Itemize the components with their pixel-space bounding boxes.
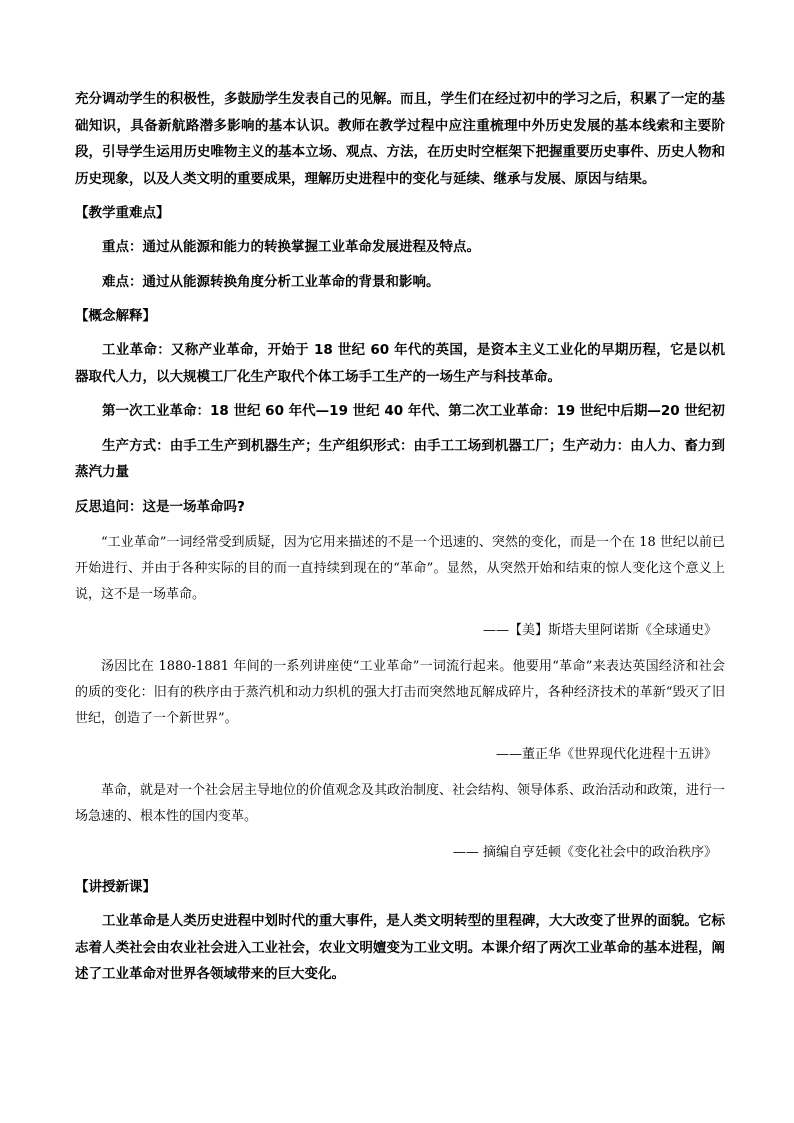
spacer xyxy=(75,520,725,530)
spacer xyxy=(75,295,725,303)
spacer xyxy=(75,425,725,433)
spacer xyxy=(75,866,725,874)
quote-text: “工业革命”一词经常受到质疑，因为它用来描述的不是一个迅速的、突然的变化，而是一个在 18 世纪以前已开始进行、并由于各种实际的目的而一直持续到现在的“革命”。显然，从突然开始和结束的惊人变化这个意义上说，这不是一场革命。 xyxy=(75,535,725,602)
spacer xyxy=(75,732,725,742)
quote-source: ——【美】斯塔夫里阿诺斯《全球通史》 xyxy=(482,623,717,638)
spacer xyxy=(75,900,725,908)
spacer xyxy=(75,192,725,200)
quote-source: —— 摘编自亨廷顿《变化社会中的政治秩序》 xyxy=(452,845,717,860)
spacer xyxy=(75,390,725,398)
intro-paragraph: 充分调动学生的积极性，多鼓励学生发表自己的见解。而且，学生们在经过初中的学习之后，积累了一定的基础知识，具备新航路潜多影响的基本认识。教师在教学过程中应注重梳理中外历史发展的基本线索和主要阶段，引导学生运用历史唯物主义的基本立场、观点、方法，在历史时空框架下把握重要历史事件、历史人物和历史现象，以及人类文明的重要成果，理解历史进程中的变化与延续、继承与发展、原因与结果。 xyxy=(75,91,725,187)
concepts-heading: 【概念解释】 xyxy=(75,308,156,324)
quote-text: 汤因比在 1880-1881 年间的一系列讲座使“工业革命”一词流行起来。他要用“革命”来表达英国经济和社会的质的变化：旧有的秩序由于蒸汽机和动力织机的强大打击而突然地瓦解成碎片，各种经济技术的革新“毁灭了旧世纪，创造了一个新世界”。 xyxy=(75,659,725,726)
difficulty-point: 难点：通过从能源转换角度分析工业革命的背景和影响。 xyxy=(102,273,440,290)
spacer xyxy=(75,261,725,269)
spacer xyxy=(75,830,725,840)
spacer xyxy=(75,644,725,654)
spacer xyxy=(75,329,725,337)
focus-point: 重点：通过从能源和能力的转换掌握工业革命发展进程及特点。 xyxy=(102,239,480,255)
spacer xyxy=(75,486,725,494)
quote-source: ——董正华《世界现代化进程十五讲》 xyxy=(495,747,717,762)
spacer xyxy=(75,608,725,618)
document-page xyxy=(75,86,725,988)
key-points-heading: 【教学重难点】 xyxy=(75,205,170,221)
revolution-periods: 第一次工业革命：18 世纪 60 年代—19 世纪 40 年代、第二次工业革命：19 世纪中后期—20 世纪初 xyxy=(102,403,725,419)
industrial-revolution-definition: 工业革命：又称产业革命，开始于 18 世纪 60 年代的英国，是资本主义工业化的早期历程，它是以机器取代人力，以大规模工厂化生产取代个体工场手工生产的一场生产与科技革命。 xyxy=(75,342,725,385)
quote-text: 革命，就是对一个社会居主导地位的价值观念及其政治制度、社会结构、领导体系、政治活动和政策，进行一场急速的、根本性的国内变革。 xyxy=(75,783,726,824)
reflection-question: 反思追问：这是一场革命吗? xyxy=(75,498,245,515)
new-lesson-heading: 【讲授新课】 xyxy=(75,879,156,895)
spacer xyxy=(75,226,725,234)
production-changes: 生产方式：由手工生产到机器生产；生产组织形式：由手工工场到机器工厂；生产动力：由人力、畜力到蒸汽力量 xyxy=(75,437,725,480)
spacer xyxy=(75,768,725,778)
new-lesson-paragraph: 工业革命是人类历史进程中划时代的重大事件，是人类文明转型的里程碑，大大改变了世界的面貌。它标志着人类社会由农业社会进入工业社会，农业文明嬗变为工业文明。本课介绍了两次工业革命的基本进程，阐述了工业革命对世界各领域带来的巨大变化。 xyxy=(75,913,725,982)
